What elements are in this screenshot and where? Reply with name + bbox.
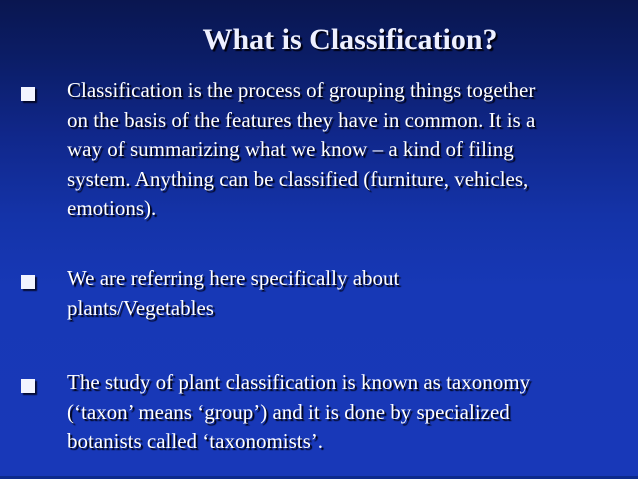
bullet-line: system. Anything can be classified (furniture, vehicles,	[67, 166, 529, 191]
bullet-line: Classification is the process of grouping things together	[67, 78, 536, 102]
bullet-line: We are referring here specifically about	[67, 266, 400, 290]
bullet-text-1	[67, 76, 622, 224]
bullet-text-3	[67, 368, 622, 457]
square-bullet-icon	[21, 275, 35, 289]
bullet-line: The study of plant classification is known as taxonomy	[67, 370, 531, 394]
bullet-line: (‘taxon’ means ‘group’) and it is done by specialized	[67, 399, 510, 424]
square-bullet-icon	[21, 379, 35, 393]
bullet-line: on the basis of the features they have in common. It is a	[67, 107, 536, 132]
bullet-text-2	[67, 264, 622, 323]
bullet-line: emotions).	[67, 196, 157, 220]
bullet-line: botanists called ‘taxonomists’.	[67, 429, 324, 453]
bullet-line: way of summarizing what we know – a kind of filing	[67, 137, 514, 161]
bullet-line: plants/Vegetables	[67, 295, 214, 320]
slide-title: What is Classification?	[202, 23, 498, 56]
square-bullet-icon	[21, 87, 35, 101]
